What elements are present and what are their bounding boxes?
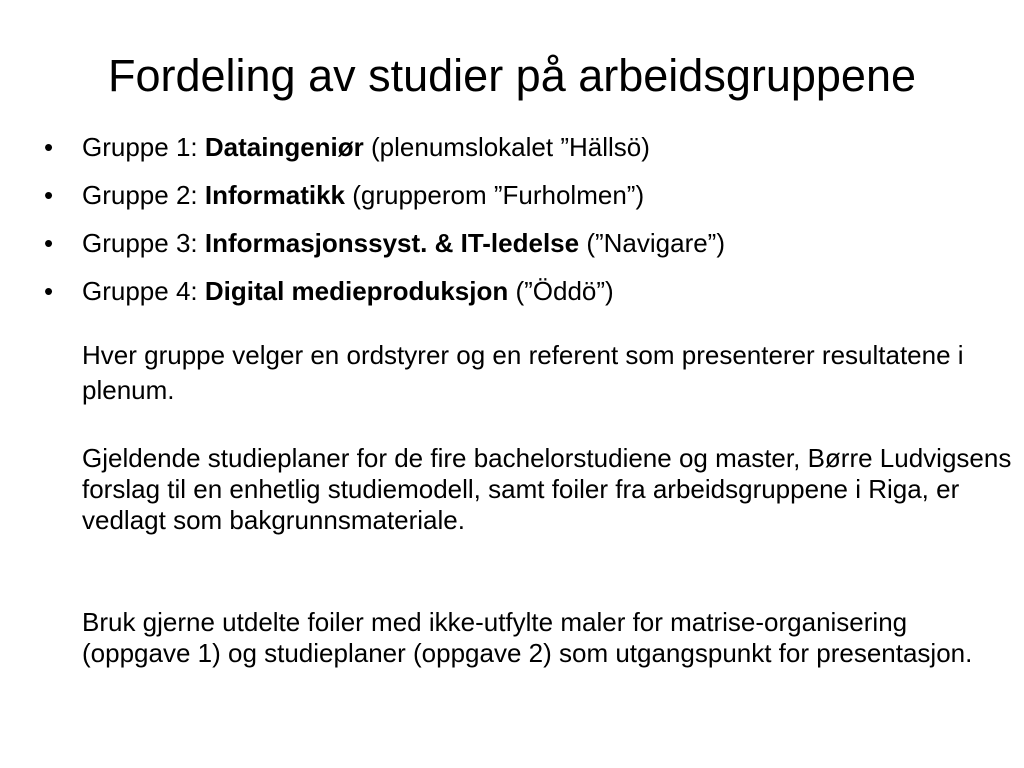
bullet-icon: • — [44, 132, 54, 162]
bullet-icon: • — [44, 180, 54, 210]
group-study-name: Digital medieproduksjon — [204, 276, 509, 306]
group-label: Gruppe 4: — [82, 276, 205, 306]
bullet-icon: • — [44, 228, 54, 258]
group-item-2 — [44, 180, 1004, 228]
group-label: Gruppe 3: — [82, 228, 205, 258]
group-study-name: Informasjonssyst. & IT-ledelse — [204, 228, 580, 258]
group-list — [44, 132, 1004, 324]
group-item-1 — [44, 132, 1004, 180]
group-room: (”Navigare”) — [579, 228, 726, 258]
group-item-4 — [44, 276, 1004, 324]
bullet-icon: • — [44, 276, 54, 306]
group-label: Gruppe 2: — [82, 180, 205, 210]
group-study-name: Informatikk — [204, 180, 346, 210]
group-room: (grupperom ”Furholmen”) — [345, 180, 645, 210]
group-item-3 — [44, 228, 1004, 276]
group-study-name: Dataingeniør — [204, 132, 364, 162]
paragraph-templates: Bruk gjerne utdelte foiler med ikke-utfylte maler for matrise-organisering (oppgave 1) og studieplaner (oppgave 2) som utgangspunkt for presentasjon. — [82, 607, 973, 668]
slide-title: Fordeling av studier på arbeidsgruppene — [107, 50, 917, 101]
group-room: (plenumslokalet ”Hällsö) — [363, 132, 650, 162]
group-label: Gruppe 1: — [82, 132, 205, 162]
group-room: (”Öddö”) — [508, 276, 614, 306]
paragraph-background-material: Gjeldende studieplaner for de fire bachelorstudiene og master, Børre Ludvigsens forslag til en enhetlig studiemodell, samt foiler fra arbeidsgruppene i Riga, er vedlagt som bakgrunnsmateriale. — [82, 443, 1012, 535]
paragraph-moderator: Hver gruppe velger en ordstyrer og en referent som presenterer resultatene i plenum. — [82, 340, 964, 405]
